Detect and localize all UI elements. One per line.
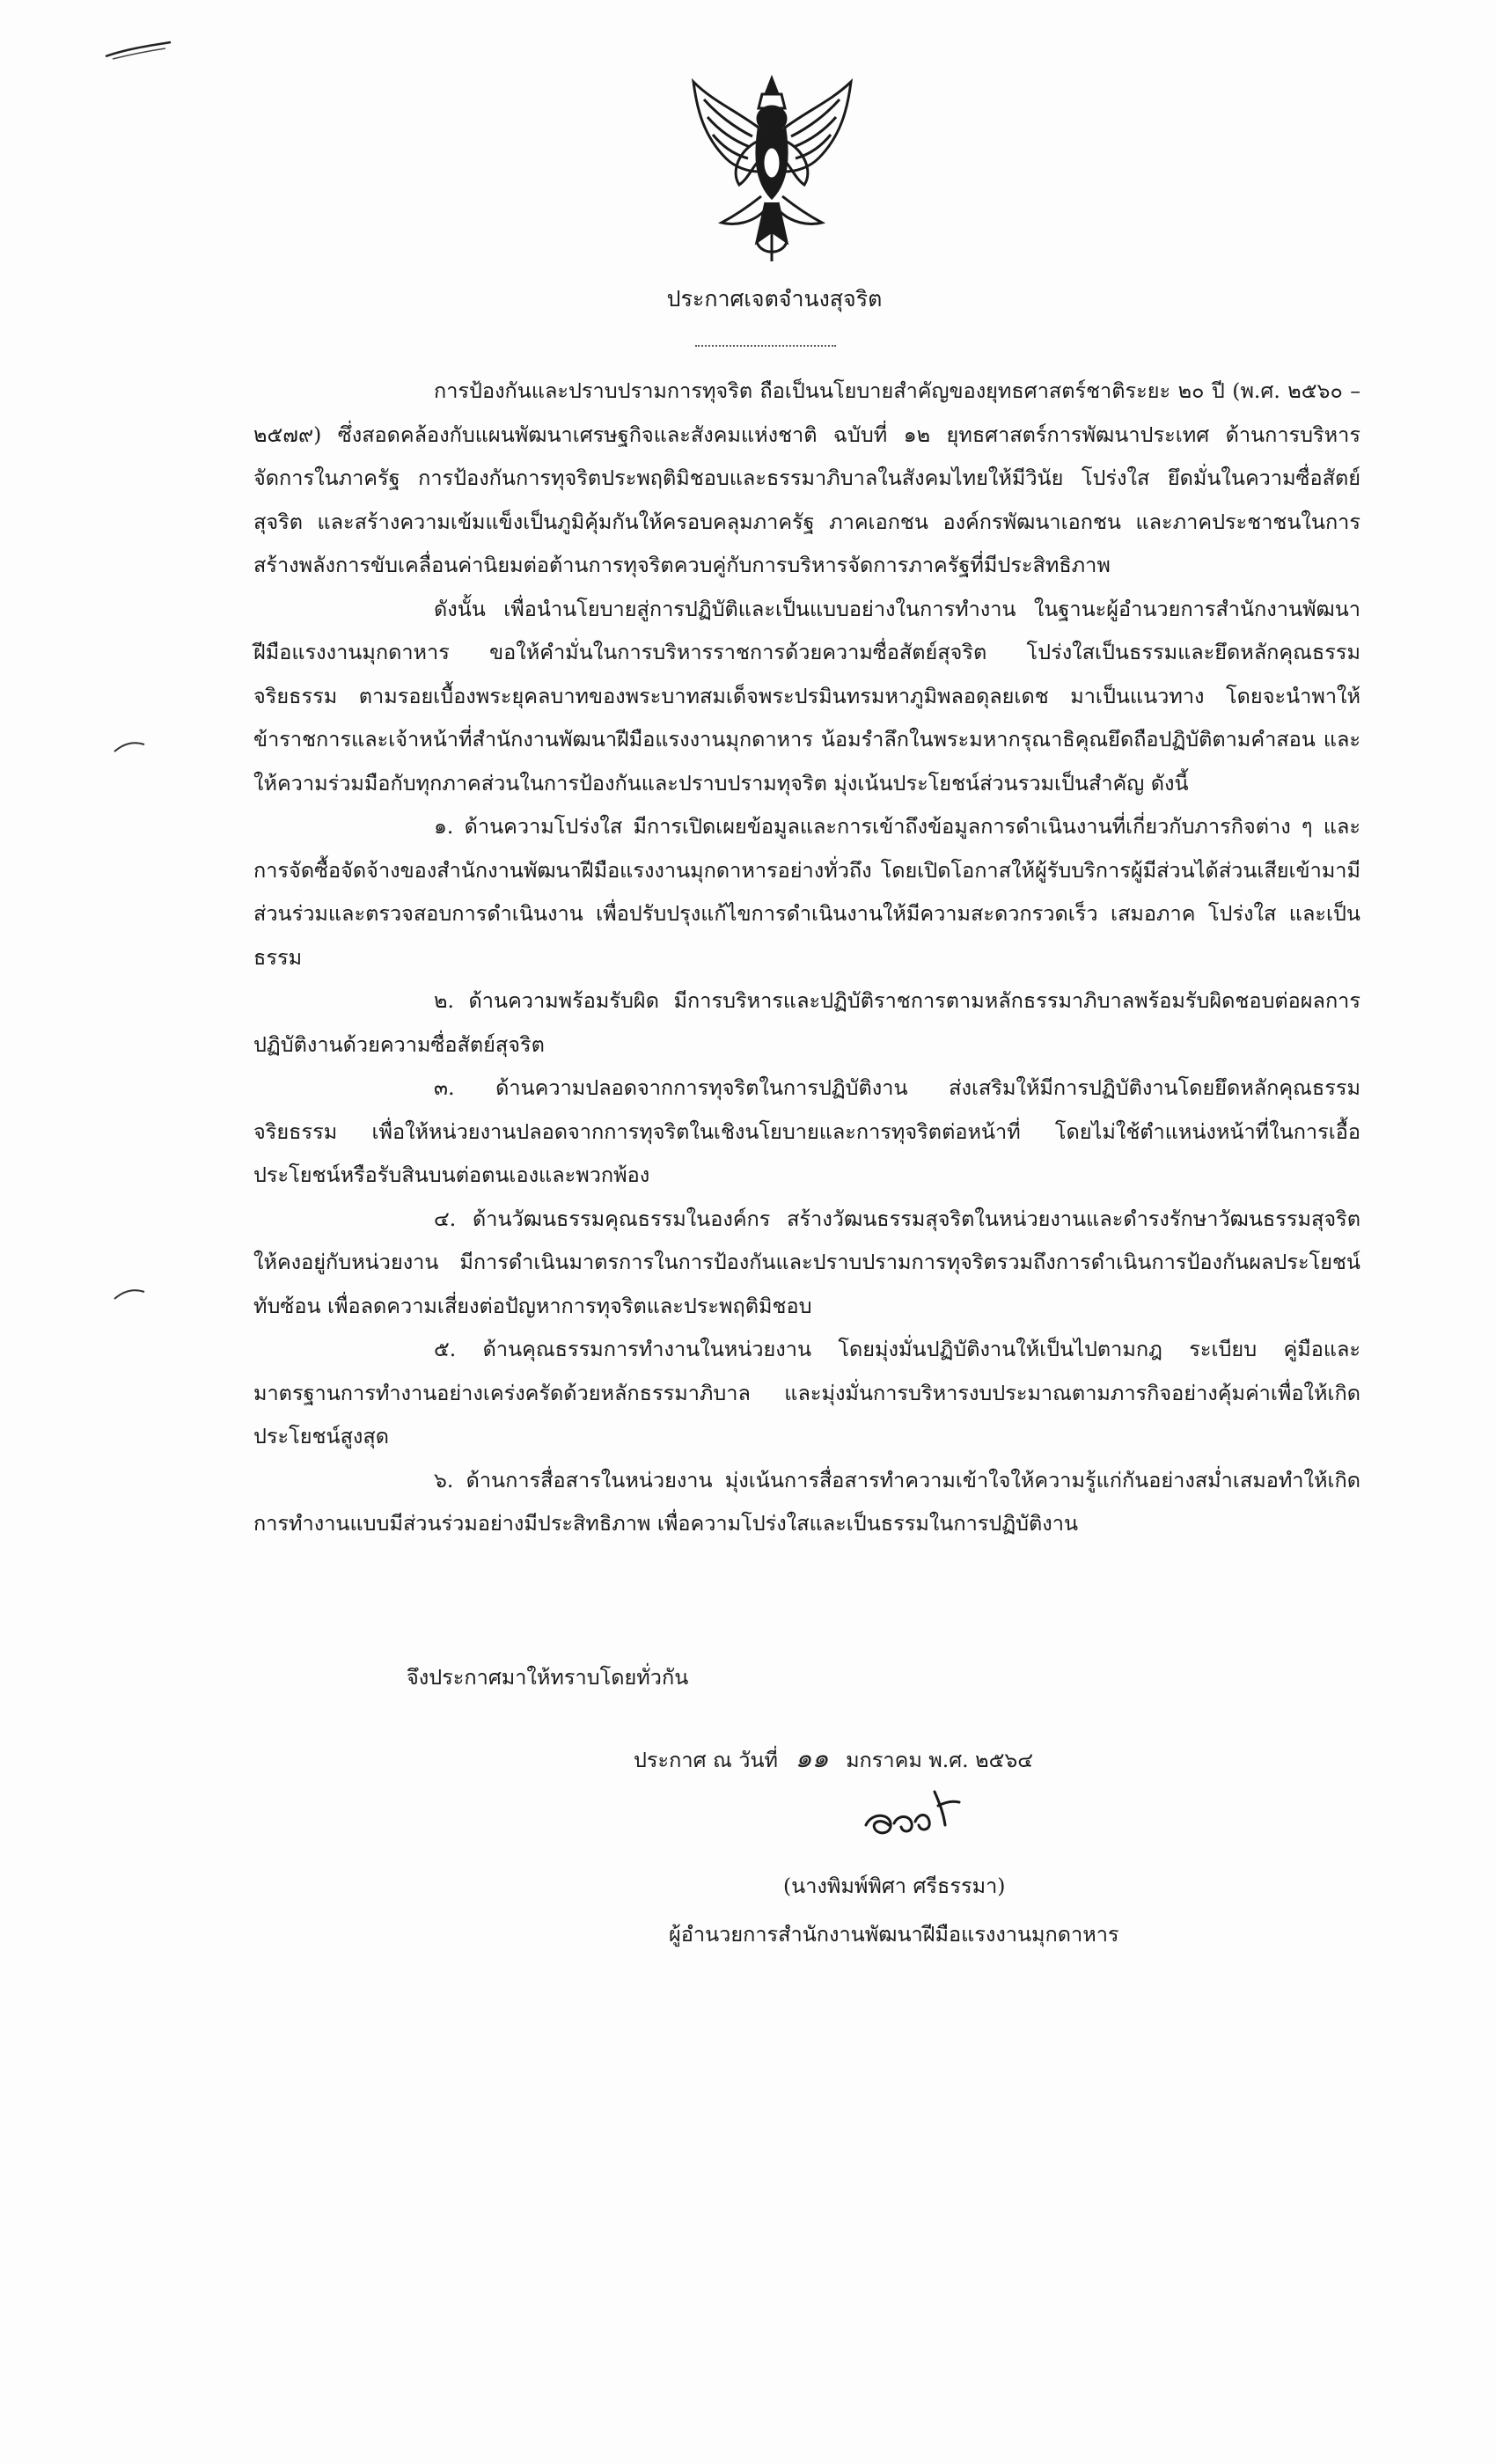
handwritten-signature (862, 1786, 968, 1848)
item-accountability: ๒. ด้านความพร้อมรับผิด มีการบริหารและปฏิบัติราชการตามหลักธรรมาภิบาลพร้อมรับผิดชอบต่อผลการปฏิบัติงานด้วยความซื่อสัตย์สุจริต (253, 988, 1360, 1057)
signer-position: ผู้อำนวยการสำนักงานพัฒนาฝีมือแรงงานมุกดาหาร (669, 1922, 1119, 1947)
announcement-date (634, 1738, 1033, 1779)
scan-mark (104, 37, 174, 63)
document-body (253, 370, 1360, 1546)
date-prefix: ประกาศ ณ วันที่ (634, 1748, 778, 1772)
item-transparency: ๑. ด้านความโปร่งใส มีการเปิดเผยข้อมูลและการเข้าถึงข้อมูลการดำเนินงานที่เกี่ยวกับภารกิจต่าง ๆ และการจัดซื้อจัดจ้างของสำนักงานพัฒนาฝีมือแรงงานมุกดาหารอย่างทั่วถึง โดยเปิดโอกาสให้ผู้รับบริการผู้มีส่วนได้ส่วนเสียเข้ามามีส่วนร่วมและตรวจสอบการดำเนินงาน เพื่อปรับปรุงแก้ไขการดำเนินงานให้มีความสะดวกรวดเร็ว เสมอภาค โปร่งใส และเป็นธรรม (253, 814, 1360, 970)
item-integrity-culture: ๔. ด้านวัฒนธรรมคุณธรรมในองค์กร สร้างวัฒนธรรมสุจริตในหน่วยงานและดำรงรักษาวัฒนธรรมสุจริตให้คงอยู่กับหน่วยงาน มีการดำเนินมาตรการในการป้องกันและปราบปรามการทุจริตรวมถึงการดำเนินการป้องกันผลประโยชน์ทับซ้อน เพื่อลดความเสี่ยงต่อปัญหาการทุจริตและประพฤติมิชอบ (253, 1206, 1360, 1318)
item-work-ethics: ๕. ด้านคุณธรรมการทำงานในหน่วยงาน โดยมุ่งมั่นปฏิบัติงานให้เป็นไปตามกฎ ระเบียบ คู่มือและมาตรฐานการทำงานอย่างเคร่งครัดด้วยหลักธรรมาภิบาล และมุ่งมั่นการบริหารงบประมาณตามภารกิจอย่างคุ้มค่าเพื่อให้เกิดประโยชน์สูงสุด (253, 1337, 1360, 1448)
punch-hole-mark (113, 1285, 148, 1302)
date-day-handwritten: ๑๑ (795, 1743, 829, 1774)
signer-name: (นางพิมพ์พิศา ศรีธรรมา) (783, 1874, 1006, 1898)
intro-paragraph: การป้องกันและปราบปรามการทุจริต ถือเป็นนโยบายสำคัญของยุทธศาสตร์ชาติระยะ ๒๐ ปี (พ.ศ. ๒๕๖๐ – ๒๕๗๙) ซึ่งสอดคล้องกับแผนพัฒนาเศรษฐกิจและสังคมแห่งชาติ ฉบับที่ ๑๒ ยุทธศาสตร์การพัฒนาประเทศ ด้านการบริหารจัดการในภาครัฐ การป้องกันการทุจริตประพฤติมิชอบและธรรมาภิบาลในสังคมไทยให้มีวินัย โปร่งใส ยึดมั่นในความซื่อสัตย์สุจริต และสร้างความเข้มแข็งเป็นภูมิคุ้มกันให้ครอบคลุมภาครัฐ ภาคเอกชน องค์กรพัฒนาเอกชน และภาคประชาชนในการสร้างพลังการขับเคลื่อนค่านิยมต่อต้านการทุจริตควบคู่กับการบริหารจัดการภาครัฐที่มีประสิทธิภาพ (253, 378, 1360, 577)
item-corruption-free: ๓. ด้านความปลอดจากการทุจริตในการปฏิบัติงาน ส่งเสริมให้มีการปฏิบัติงานโดยยึดหลักคุณธรรม จริยธรรม เพื่อให้หน่วยงานปลอดจากการทุจริตในเชิงนโยบายและการทุจริตต่อหน้าที่ โดยไม่ใช้ตำแหน่งหน้าที่ในการเอื้อประโยชน์หรือรับสินบนต่อตนเองและพวกพ้อง (253, 1075, 1360, 1187)
document-title: ประกาศเจตจำนงสุจริต (666, 286, 883, 312)
punch-hole-mark (113, 737, 148, 755)
item-communication: ๖. ด้านการสื่อสารในหน่วยงาน มุ่งเน้นการสื่อสารทำความเข้าใจให้ความรู้แก่กันอย่างสม่ำเสมอทำให้เกิดการทำงานแบบมีส่วนร่วมอย่างมีประสิทธิภาพ เพื่อความโปร่งใสและเป็นธรรมในการปฏิบัติงาน (253, 1467, 1360, 1536)
date-month-year: มกราคม พ.ศ. ๒๕๖๔ (846, 1748, 1034, 1772)
title-divider (695, 345, 836, 347)
commitment-paragraph: ดังนั้น เพื่อนำนโยบายสู่การปฏิบัติและเป็นแบบอย่างในการทำงาน ในฐานะผู้อำนวยการสำนักงานพัฒนาฝีมือแรงงานมุกดาหาร ขอให้คำมั่นในการบริหารราชการด้วยความซื่อสัตย์สุจริต โปร่งใสเป็นธรรมและยึดหลักคุณธรรม จริยธรรม ตามรอยเบื้องพระยุคลบาทของพระบาทสมเด็จพระปรมินทรมหาภูมิพลอดุลยเดช มาเป็นแนวทาง โดยจะนำพาให้ข้าราชการและเจ้าหน้าที่สำนักงานพัฒนาฝีมือแรงงานมุกดาหาร น้อมรำลึกในพระมหากรุณาธิคุณยึดถือปฏิบัติตามคำสอน และให้ความร่วมมือกับทุกภาคส่วนในการป้องกันและปราบปรามทุจริต มุ่งเน้นประโยชน์ส่วนรวมเป็นสำคัญ ดังนี้ (253, 596, 1360, 796)
garuda-emblem (686, 75, 858, 264)
closing-statement: จึงประกาศมาให้ทราบโดยทั่วกัน (407, 1665, 689, 1690)
